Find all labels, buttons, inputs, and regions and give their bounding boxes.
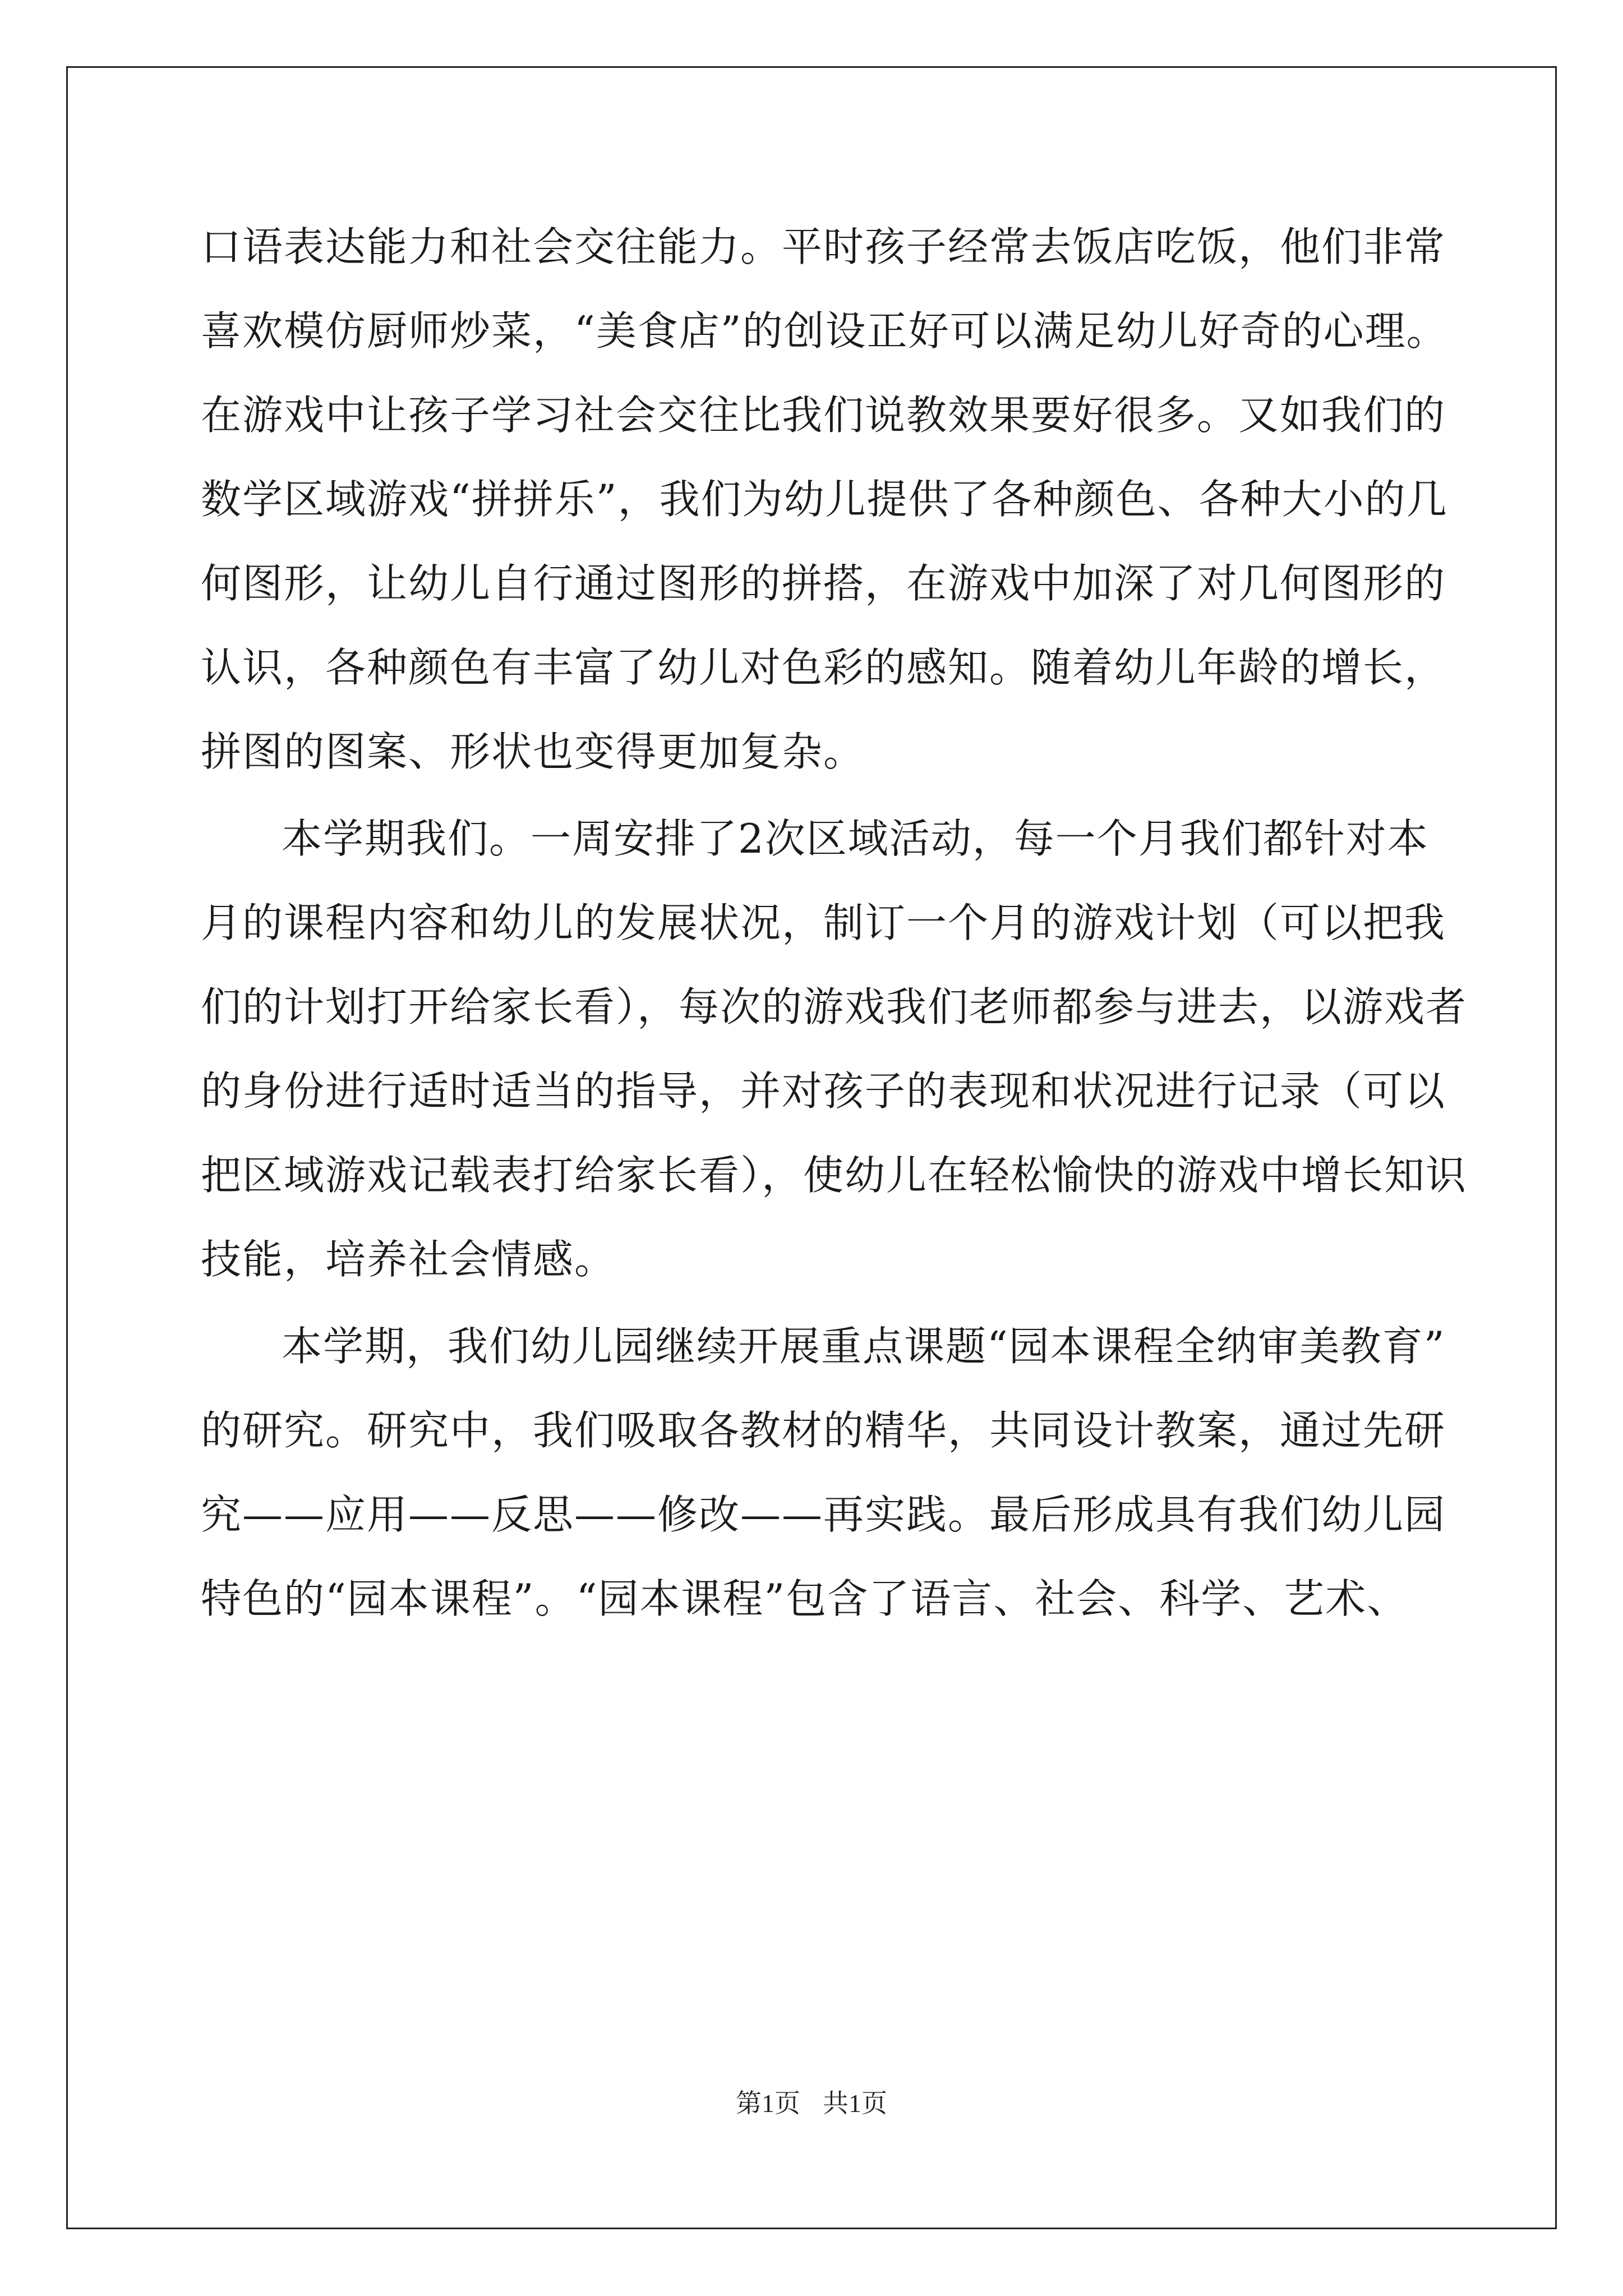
text-line: 拼图的图案、形状也变得更加复杂。 [201, 728, 865, 775]
text-line: 认识，各种颜色有丰富了幼儿对色彩的感知。随着幼儿年龄的增长， [201, 644, 1446, 691]
text-line: 何图形，让幼儿自行通过图形的拼搭，在游戏中加深了对几何图形的 [201, 560, 1446, 607]
text-line: 口语表达能力和社会交往能力。平时孩子经常去饭店吃饭，他们非常 [201, 223, 1446, 270]
text-line: 在游戏中让孩子学习社会交往比我们说教效果要好很多。又如我们的 [201, 392, 1446, 439]
page-footer [0, 2087, 1623, 2120]
text-line: 的身份进行适时适当的指导，并对孩子的表现和状况进行记录（可以 [201, 1068, 1446, 1115]
text-line: 喜欢模仿厨师炒菜，“美食店”的创设正好可以满足幼儿好奇的心理。 [201, 307, 1448, 355]
paragraph-start-line: 本学期，我们幼儿园继续开展重点课题“园本课程全纳审美教育” [282, 1323, 1446, 1370]
text-line: 把区域游戏记载表打给家长看），使幼儿在轻松愉快的游戏中增长知识 [201, 1152, 1468, 1199]
page-total: 共1页 [823, 2089, 887, 2118]
text-line: 们的计划打开给家长看），每次的游戏我们老师都参与进去，以游戏者 [201, 983, 1468, 1030]
paragraph-start-line: 本学期我们。一周安排了2次区域活动，每一个月我们都针对本 [282, 815, 1429, 862]
text-line: 数学区域游戏“拼拼乐”，我们为幼儿提供了各种颜色、各种大小的几 [201, 476, 1448, 523]
page-number: 第1页 [736, 2089, 800, 2118]
text-line: 月的课程内容和幼儿的发展状况，制订一个月的游戏计划（可以把我 [201, 899, 1446, 946]
text-line: 的研究。研究中，我们吸取各教材的精华，共同设计教案，通过先研 [201, 1407, 1446, 1454]
text-line: 技能，培养社会情感。 [201, 1236, 616, 1283]
text-line: 究——应用——反思——修改——再实践。最后形成具有我们幼儿园 [201, 1491, 1446, 1538]
text-line: 特色的“园本课程”。“园本课程”包含了语言、社会、科学、艺术、 [201, 1575, 1409, 1622]
